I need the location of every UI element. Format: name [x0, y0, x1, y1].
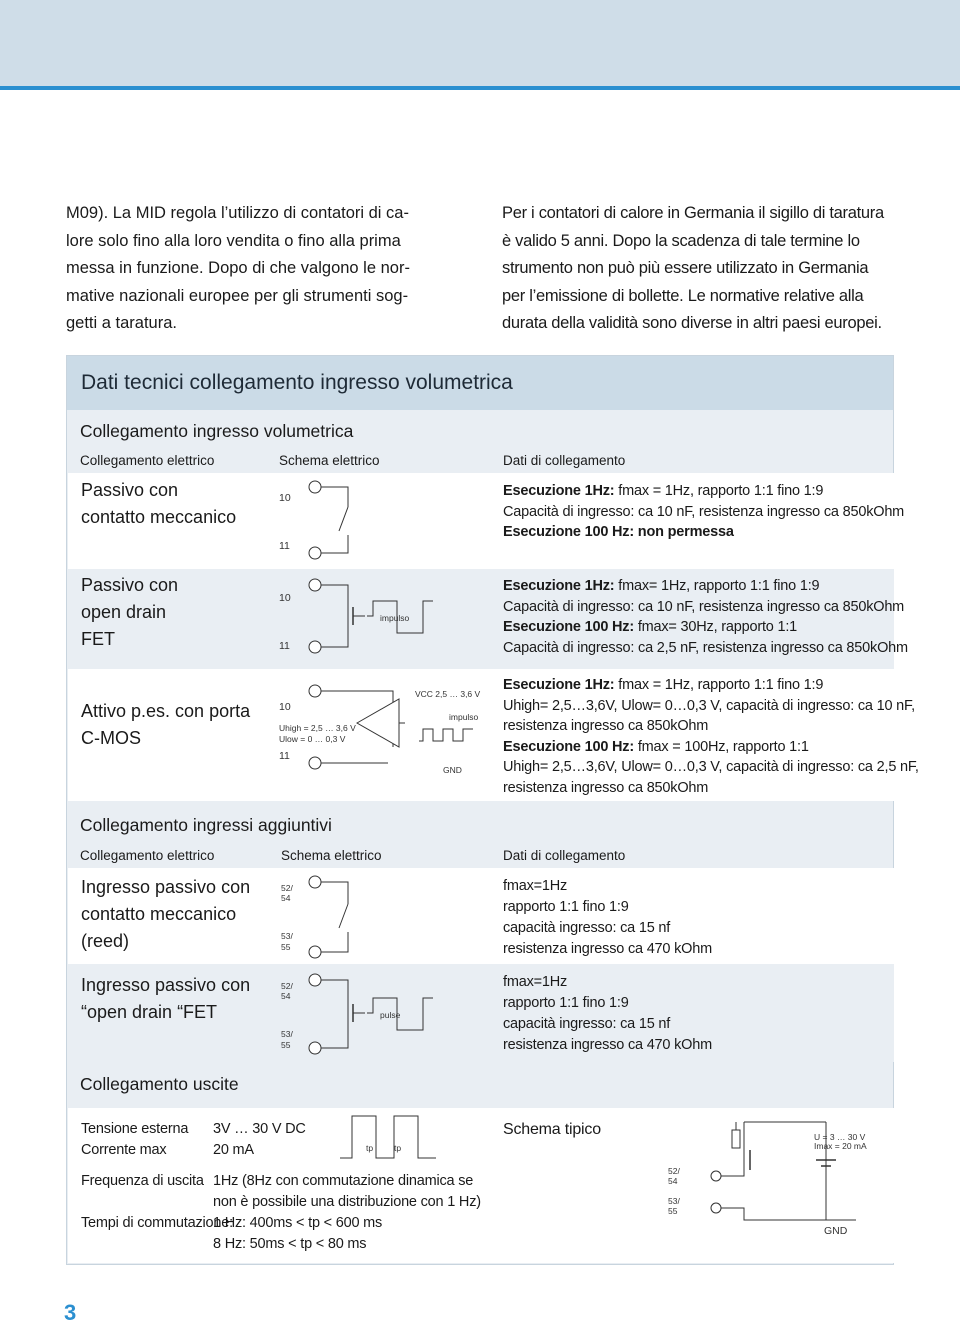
spec-key: [81, 1234, 233, 1255]
intro-line: messa in funzione. Dopo di che valgono le nor-: [66, 259, 410, 277]
column-header-data: Dati di collegamento: [503, 848, 626, 863]
open-drain-input-schematic: [273, 964, 493, 1062]
label-line: (reed): [81, 931, 130, 951]
spec-key: Frequenza di uscita: [81, 1173, 204, 1189]
current-label: Imax = 20 mA: [814, 1141, 867, 1151]
column-header-schema: Schema elettrico: [279, 453, 380, 468]
data-text: Capacità di ingresso: ca 10 nF, resistenza ingresso ca 850kOhm: [503, 503, 905, 520]
intro-line: M09). La MID regola l’utilizzo di contatori di ca-: [66, 204, 409, 222]
spec-key: Tensione esterna: [81, 1121, 189, 1137]
tp-label-2: tp: [394, 1143, 402, 1153]
spec-key: [81, 1192, 233, 1213]
connection-data: [503, 972, 712, 1056]
label-line: contatto meccanico: [81, 904, 237, 924]
data-line: [503, 481, 904, 502]
data-bold: Esecuzione 1Hz:: [503, 483, 615, 499]
intro-line: getti a taratura.: [66, 314, 177, 332]
data-text: fmax = 100Hz, rapporto 1:1: [633, 738, 809, 755]
intro-line: per l’emissione di bollette. Le normative relative alla: [502, 286, 864, 305]
terminal-10-label: 10: [279, 701, 291, 713]
data-text: Capacità di ingresso: ca 10 nF, resistenza ingresso ca 850kOhm: [503, 598, 905, 615]
spec-value: 1 Hz: 400ms < tp < 600 ms: [213, 1215, 383, 1231]
data-text: Uhigh= 2,5…3,6V, Ulow= 0…0,3 V, capacità di ingresso: ca 10 nF,: [503, 697, 915, 714]
data-line: [503, 576, 908, 597]
tp-label-1: tp: [366, 1143, 374, 1153]
schema-label: Schema tipico: [503, 1121, 601, 1138]
data-line: [503, 737, 919, 758]
intro-line: è valido 5 anni. Dopo la scadenza di tale termine lo: [502, 231, 860, 250]
data-line: capacità ingresso: ca 15 nf: [503, 920, 671, 936]
column-header-data: Dati di collegamento: [503, 453, 626, 468]
terminal-52-label: 52/: [281, 883, 293, 893]
uhigh-label: Uhigh = 2,5 … 3,6 V: [279, 723, 356, 733]
terminal-52-label: 52/: [281, 981, 293, 991]
voltage-label: U = 3 … 30 V: [814, 1132, 866, 1142]
data-line: [503, 597, 908, 618]
spec-value: 8 Hz: 50ms < tp < 80 ms: [213, 1236, 367, 1252]
connection-data: [503, 876, 712, 960]
terminal-55-label: 55: [281, 1040, 291, 1050]
terminal-10-label: 10: [279, 592, 291, 604]
terminal-11-label: 11: [279, 540, 290, 552]
panel-title: Dati tecnici collegamento ingresso volumetrica: [81, 371, 513, 394]
contact-switch-schematic: [273, 473, 493, 569]
terminal-55-label: 55: [281, 942, 291, 952]
data-line: rapporto 1:1 fino 1:9: [503, 899, 629, 915]
data-bold: Esecuzione 100 Hz: non permessa: [503, 524, 734, 540]
pulse-label: impulso: [380, 613, 410, 623]
spec-key: Corrente max: [81, 1142, 167, 1158]
data-text: fmax= 1Hz, rapporto 1:1 fino 1:9: [614, 578, 820, 594]
data-line: fmax=1Hz: [503, 878, 568, 894]
column-header-schema: Schema elettrico: [281, 848, 382, 863]
reed-contact-schematic: [273, 868, 493, 964]
spec-value: 20 mA: [213, 1142, 254, 1158]
terminal-11-label: 11: [279, 640, 290, 652]
terminal-54-label: 54: [281, 991, 291, 1001]
table-row: [68, 964, 894, 1062]
header-band: [0, 0, 960, 86]
intro-line: lore solo fino alla loro vendita o fino alla prima: [66, 231, 401, 250]
spec-value: 3V … 30 V DC: [213, 1121, 306, 1137]
row-label: [81, 572, 178, 653]
pulse-label: impulso: [449, 712, 479, 722]
table-row: [68, 868, 894, 964]
terminal-11-label: 11: [279, 750, 290, 762]
intro-line: Per i contatori di calore in Germania il sigillo di taratura: [502, 204, 884, 222]
header-accent-line: [0, 86, 960, 90]
data-line: resistenza ingresso ca 470 kOhm: [503, 941, 712, 957]
page-number: 3: [64, 1300, 77, 1325]
data-text: Capacità di ingresso: ca 2,5 nF, resistenza ingresso ca 850kOhm: [503, 639, 908, 656]
section-title-text: Collegamento ingresso volumetrica: [80, 421, 354, 441]
section-title-text: Collegamento ingressi aggiuntivi: [80, 815, 332, 835]
table-row: [68, 473, 905, 569]
data-text: resistenza ingresso ca 850kOhm: [503, 718, 709, 734]
label-line: Passivo con: [81, 575, 179, 595]
data-line: [503, 675, 919, 696]
section-title-text: Collegamento uscite: [80, 1074, 239, 1094]
row-label: [81, 698, 250, 752]
section-title-volumetric: [68, 412, 894, 450]
typical-output-schematic: [666, 1108, 876, 1238]
connection-data: [503, 481, 904, 543]
terminal-54-label: 54: [281, 893, 291, 903]
intro-right-column: [502, 200, 898, 338]
table-row: [68, 669, 919, 801]
terminal-55-label: 55: [668, 1206, 678, 1216]
row-label: [81, 874, 250, 955]
connection-data: [503, 675, 919, 798]
label-line: Ingresso passivo con: [81, 877, 251, 897]
outputs-table: [68, 1108, 894, 1263]
intro-left-column: [66, 200, 466, 338]
intro-line: durata della validità sono diverse in altri paesi europei.: [502, 314, 882, 332]
terminal-10-label: 10: [279, 492, 291, 504]
data-line: [503, 638, 908, 659]
data-bold: Esecuzione 1Hz:: [503, 677, 615, 693]
output-pulse-diagram: [336, 1108, 446, 1168]
spec-key: Tempi di commutazione:: [81, 1215, 233, 1231]
label-line: C-MOS: [81, 728, 141, 748]
data-bold: Esecuzione 1Hz:: [503, 578, 615, 594]
panel-title-bar: [67, 356, 893, 410]
data-line: [503, 696, 919, 717]
label-line: Passivo con: [81, 480, 179, 500]
gnd-label: GND: [443, 765, 462, 775]
data-line: [503, 502, 904, 523]
label-line: “open drain “FET: [81, 1002, 218, 1022]
data-line: [503, 716, 919, 737]
row-label: [81, 972, 250, 1026]
label-line: Attivo p.es. con porta: [81, 701, 251, 721]
data-line: [503, 778, 919, 799]
pulse-label: pulse: [380, 1010, 401, 1020]
data-bold: Esecuzione 100 Hz:: [503, 619, 634, 635]
terminal-52-label: 52/: [668, 1166, 680, 1176]
technical-data-panel: [66, 355, 919, 1265]
data-line: resistenza ingresso ca 470 kOhm: [503, 1037, 712, 1053]
vcc-label: VCC 2,5 … 3,6 V: [415, 689, 481, 699]
section-title-outputs: [68, 1065, 894, 1103]
connection-data: [503, 576, 908, 658]
table-row: [68, 569, 908, 669]
terminal-53-label: 53/: [281, 931, 293, 941]
open-drain-schematic: [273, 569, 493, 669]
data-line: [503, 757, 919, 778]
data-line: capacità ingresso: ca 15 nf: [503, 1016, 671, 1032]
column-header-electrical: Collegamento elettrico: [80, 453, 215, 468]
section-title-additional-inputs: [68, 806, 894, 844]
column-header-electrical: Collegamento elettrico: [80, 848, 215, 863]
data-text: Uhigh= 2,5…3,6V, Ulow= 0…0,3 V, capacità di ingresso: ca 2,5 nF,: [503, 759, 919, 775]
terminal-53-label: 53/: [281, 1029, 293, 1039]
label-line: contatto meccanico: [81, 507, 237, 527]
data-line: [503, 522, 904, 543]
data-text: resistenza ingresso ca 850kOhm: [503, 779, 709, 796]
intro-line: strumento non può più essere utilizzato in Germania: [502, 259, 869, 277]
cmos-schematic: [273, 669, 503, 801]
output-specs-keys: [81, 1119, 233, 1255]
label-line: FET: [81, 629, 115, 649]
intro-line: mative nazionali europee per gli strumenti sog-: [66, 286, 409, 305]
data-bold: Esecuzione 100 Hz:: [503, 738, 634, 755]
label-line: open drain: [81, 602, 167, 622]
label-line: Ingresso passivo con: [81, 975, 251, 995]
data-line: rapporto 1:1 fino 1:9: [503, 995, 629, 1011]
terminal-53-label: 53/: [668, 1196, 680, 1206]
row-label: [81, 477, 236, 531]
terminal-54-label: 54: [668, 1176, 678, 1186]
data-text: fmax = 1Hz, rapporto 1:1 fino 1:9: [614, 483, 824, 499]
spec-value: 1Hz (8Hz con commutazione dinamica se: [213, 1173, 474, 1189]
spec-value: non è possibile una distribuzione con 1 Hz): [213, 1194, 481, 1210]
data-text: fmax= 30Hz, rapporto 1:1: [633, 619, 798, 635]
data-line: fmax=1Hz: [503, 974, 568, 990]
gnd-label: GND: [824, 1225, 848, 1237]
data-line: [503, 617, 908, 638]
data-text: fmax = 1Hz, rapporto 1:1 fino 1:9: [614, 677, 824, 693]
ulow-label: Ulow = 0 … 0,3 V: [279, 734, 346, 744]
